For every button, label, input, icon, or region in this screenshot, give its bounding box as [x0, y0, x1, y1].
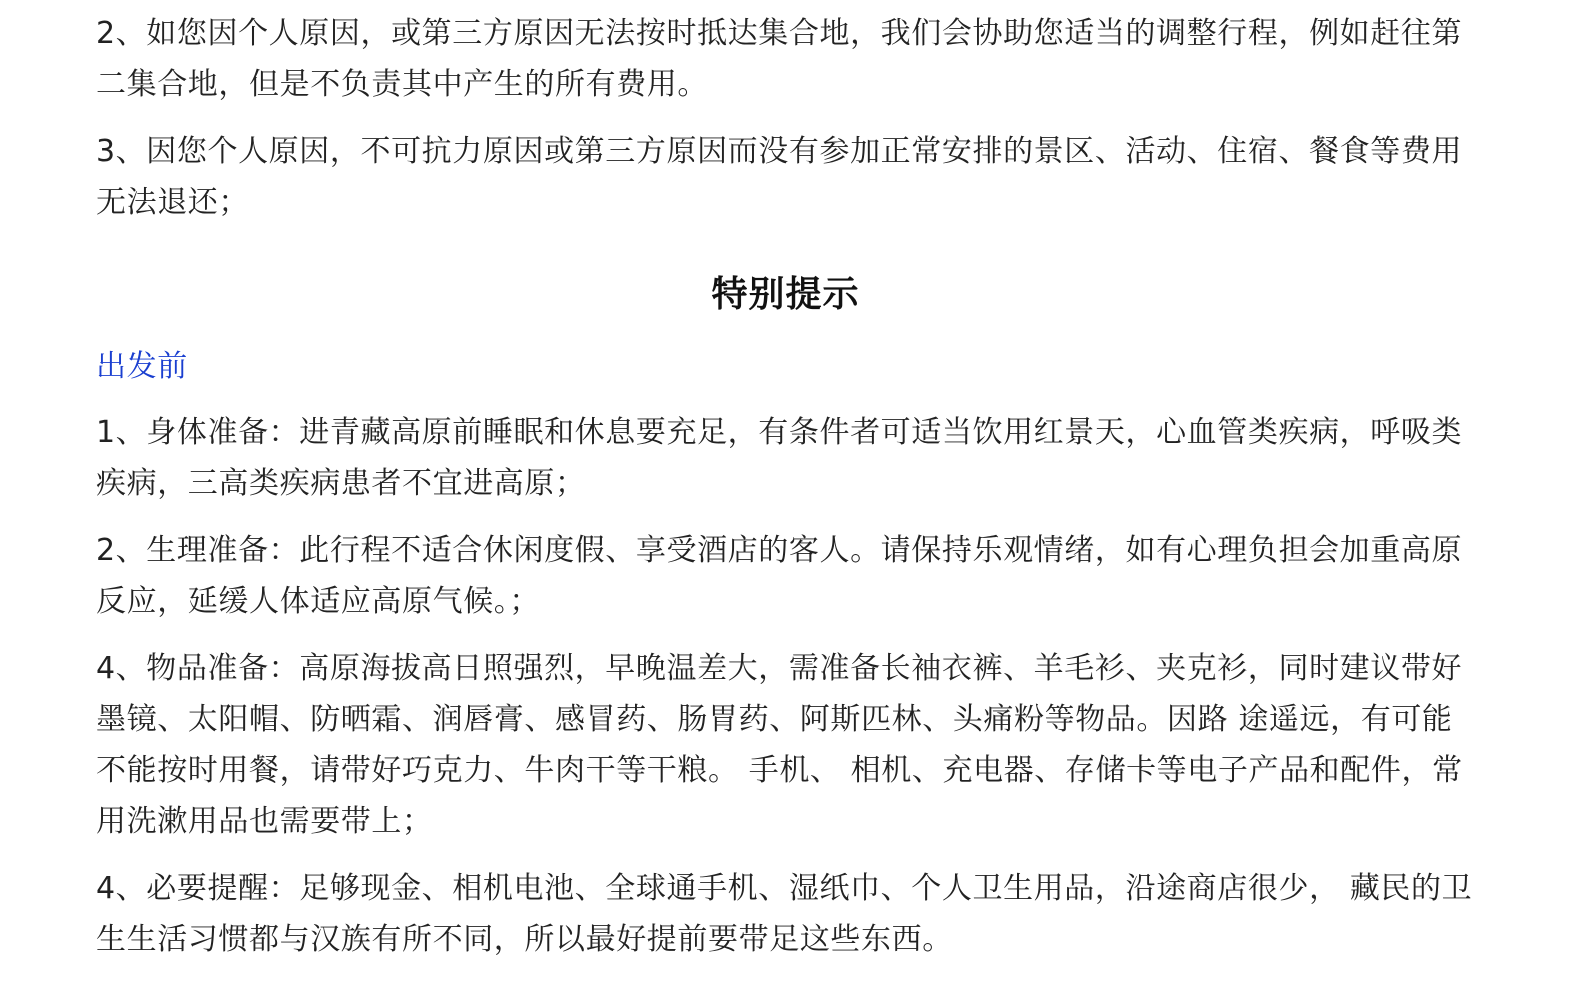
tip-mental-preparation: 2、生理准备：此行程不适合休闲度假、享受酒店的客人。请保持乐观情绪，如有心理负担会加重高原反应，延缓人体适应高原气候。； — [96, 533, 1463, 619]
tip-necessary-reminder: 4、必要提醒：足够现金、相机电池、全球通手机、湿纸巾、个人卫生用品，沿途商店很少， 藏民的卫生生活习惯都与汉族有所不同，所以最好提前要带足这些东西。 — [96, 871, 1473, 957]
subheading-before-departure: 出发前 — [96, 349, 188, 384]
paragraph-itinerary-adjustment: 2、如您因个人原因，或第三方原因无法按时抵达集合地，我们会协助您适当的调整行程，例如赶往第二集合地，但是不负责其中产生的所有费用。 — [96, 16, 1463, 102]
tip-physical-preparation: 1、身体准备：进青藏高原前睡眠和休息要充足，有条件者可适当饮用红景天，心血管类疾病，呼吸类疾病，三高类疾病患者不宜进高原； — [96, 415, 1463, 501]
section-title: 特别提示 — [711, 274, 860, 315]
paragraph-no-refund: 3、因您个人原因，不可抗力原因或第三方原因而没有参加正常安排的景区、活动、住宿、餐食等费用无法退还； — [96, 134, 1463, 220]
tip-items-preparation: 4、物品准备：高原海拔高日照强烈，早晚温差大，需准备长袖衣裤、羊毛衫、夹克衫，同时建议带好墨镜、太阳帽、防晒霜、润唇膏、感冒药、肠胃药、阿斯匹林、头痛粉等物品。因路 途遥远，有可能不能按时用餐，请带好巧克力、牛肉干等干粮。 手机、 相机、充电器、存储卡等电子产品和配件，常用洗漱用品也需要带上； — [96, 651, 1463, 839]
